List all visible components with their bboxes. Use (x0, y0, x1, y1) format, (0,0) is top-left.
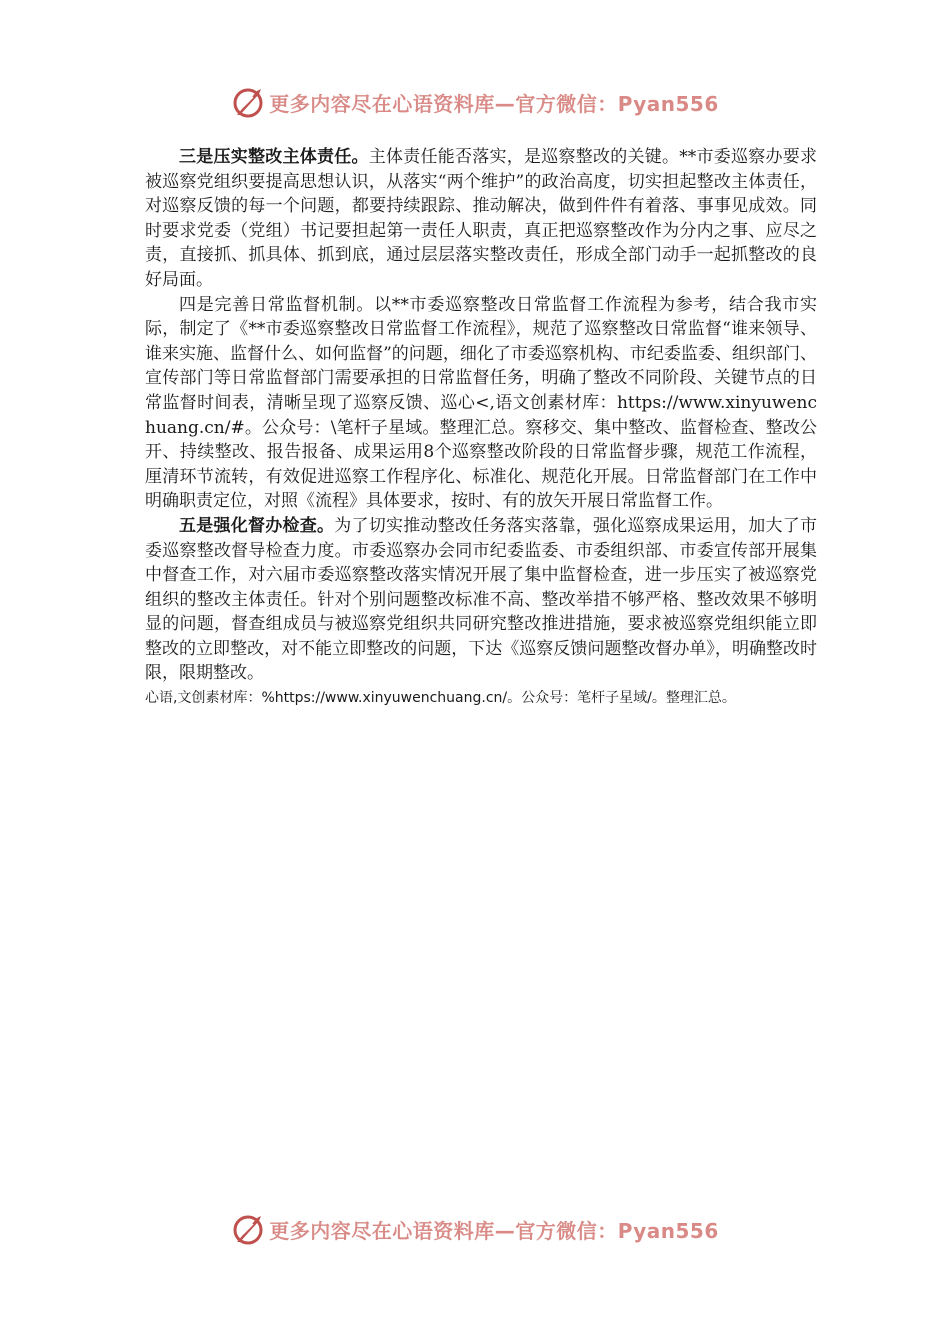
paragraph-text: 为了切实推动整改任务落实落靠，强化巡察成果运用，加大了市委巡察整改督导检查力度。市委巡察办会同市纪委监委、市委组织部、市委宣传部开展集中督查工作，对六届市委巡察整改落实情况开展了集中监督检查，进一步压实了被巡察党组织的整改主体责任。针对个别问题整改标准不高、整改举措不够严格、整改效果不够明显的问题，督查组成员与被巡察党组织共同研究整改推进措施，要求被巡察党组织能立即整改的立即整改，对不能立即整改的问题，下达《巡察反馈问题整改督办单》，明确整改时限，限期整改。 (145, 515, 817, 684)
quill-pen-logo-icon (231, 85, 265, 119)
paragraph-inspection (145, 514, 817, 686)
paragraph-lead: 三是压实整改主体责任。 (179, 147, 369, 167)
paragraph-responsibility (145, 145, 817, 293)
header-banner-text: 更多内容尽在心语资料库—官方微信：Pyan556 (269, 91, 719, 116)
footer-banner-text: 更多内容尽在心语资料库—官方微信：Pyan556 (269, 1218, 719, 1243)
paragraph-text: 主体责任能否落实，是巡察整改的关键。**市委巡察办要求被巡察党组织要提高思想认识，从落实“两个维护”的政治高度，切实担起整改主体责任，对巡察反馈的每一个问题，都要持续跟踪、推动解决，做到件件有着落、事事见成效。同时要求党委（党组）书记要担起第一责任人职责，真正把巡察整改作为分内之事、应尽之责，直接抓、抓具体、抓到底，通过层层落实整改责任，形成全部门动手一起抓整改的良好局面。 (145, 147, 817, 290)
source-footnote: 心语,文创素材库：%https://www.xinyuwenchuang.cn/。公众号：笔杆子星域/。整理汇总。 (145, 690, 736, 707)
header-banner (0, 82, 950, 122)
paragraph-supervision (145, 293, 817, 514)
quill-pen-logo-icon (231, 1212, 265, 1246)
paragraph-text: 四是完善日常监督机制。以**市委巡察整改日常监督工作流程为参考，结合我市实际，制定了《**市委巡察整改日常监督工作流程》，规范了巡察整改日常监督“谁来领导、谁来实施、监督什么、如何监督”的问题，细化了市委巡察机构、市纪委监委、组织部门、宣传部门等日常监督部门需要承担的日常监督任务，明确了整改不同阶段、关键节点的日常监督时间表，清晰呈现了巡察反馈、巡心<,语文创素材库：https://www.xinyuwenchuang.cn/#。公众号：\笔杆子星域。整理汇总。察移交、集中整改、监督检查、整改公开、持续整改、报告报备、成果运用8个巡察整改阶段的日常监督步骤，规范工作流程，厘清环节流转，有效促进巡察工作程序化、标准化、规范化开展。日常监督部门在工作中明确职责定位，对照《流程》具体要求，按时、有的放矢开展日常监督工作。 (145, 294, 817, 512)
paragraph-lead: 五是强化督办检查。 (179, 515, 335, 536)
document-body (145, 145, 817, 708)
footer-banner (0, 1209, 950, 1249)
